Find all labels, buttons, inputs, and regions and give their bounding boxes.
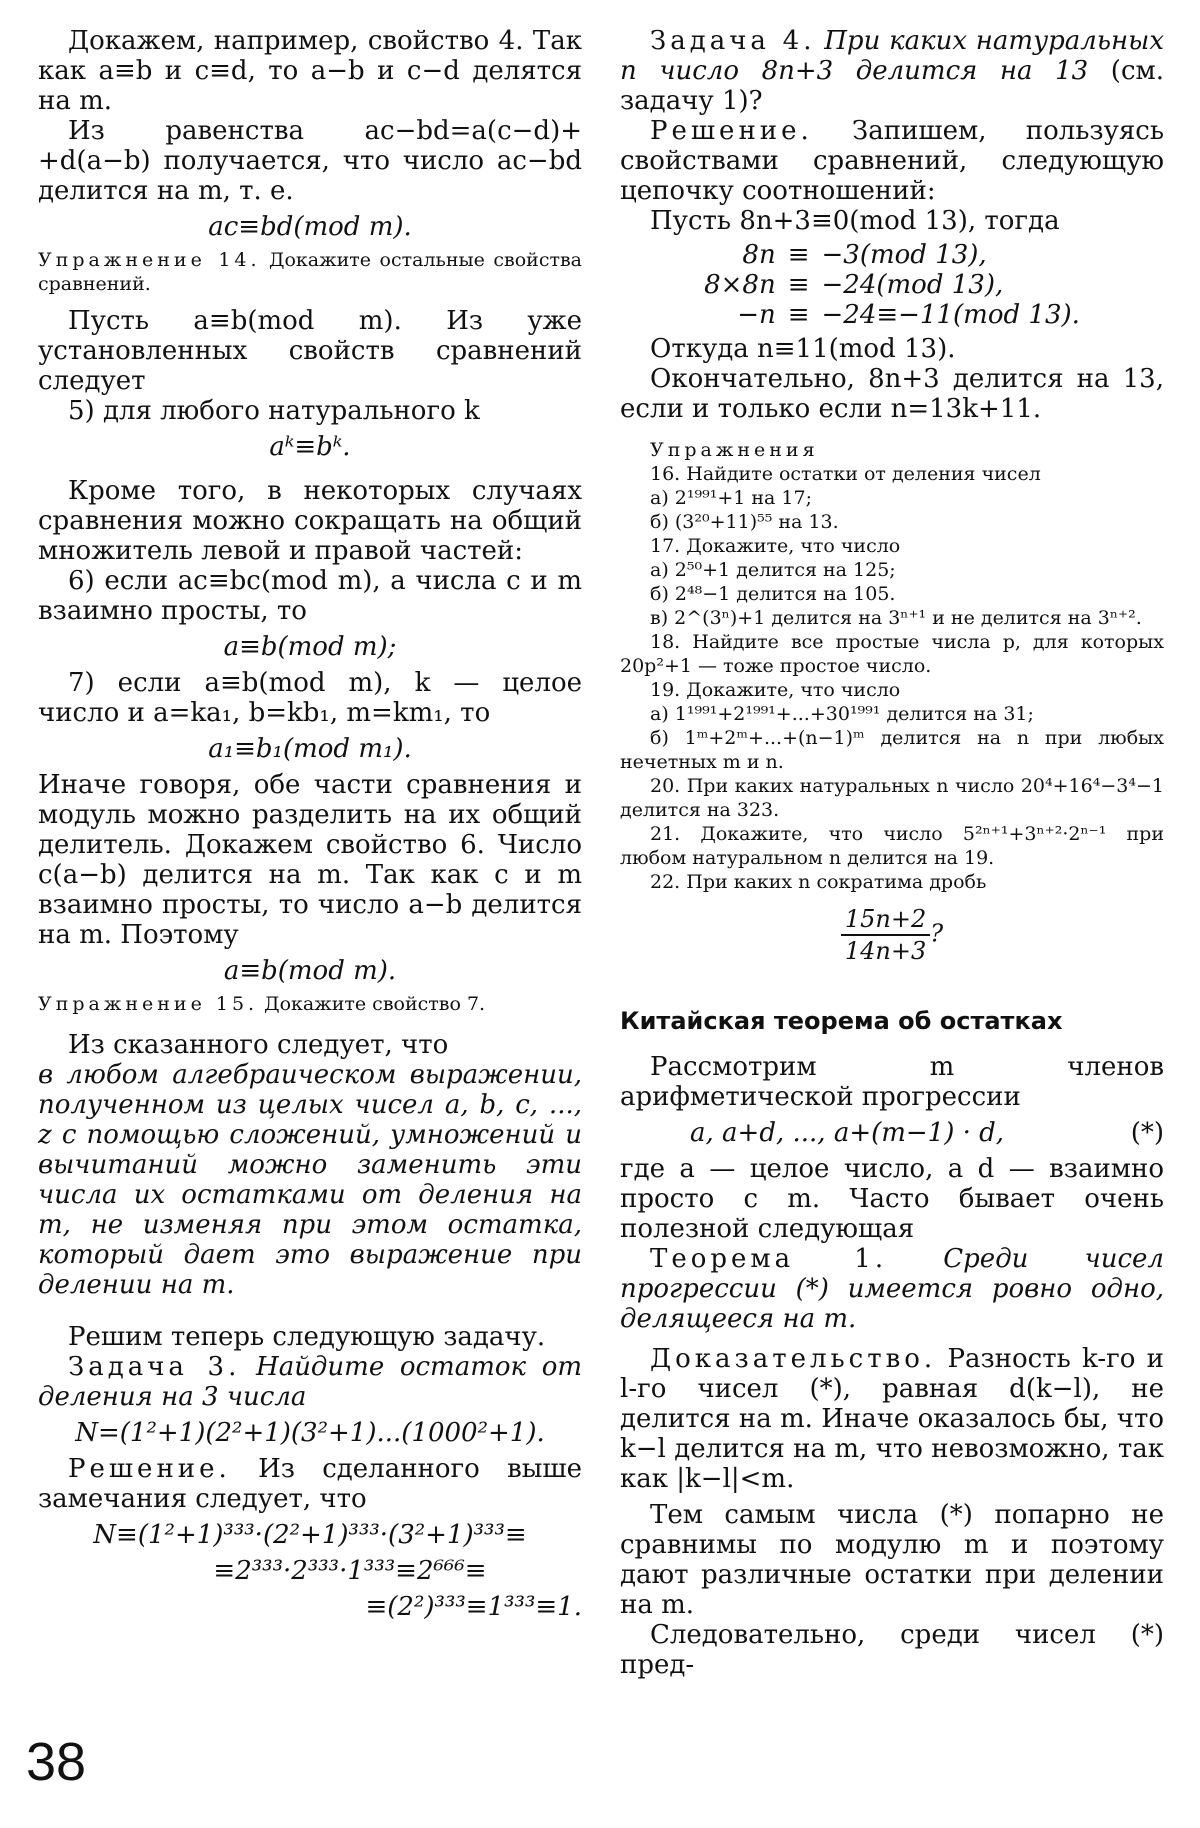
paragraph: Кроме того, в некоторых случаях сравнения можно сокращать на общий множитель левой и правой частей: [38,476,582,566]
proof [620,1344,1164,1494]
equation: aᵏ≡bᵏ. [269,432,351,462]
exercise-item: 20. При каких натуральных n число 20⁴+16⁴−3⁴−1 делится на 323. [620,775,1164,821]
equation: ac≡bd(mod m). [208,212,412,242]
exercise-text: Докажите свойство 7. [264,993,486,1015]
solution [620,116,1164,206]
exercises-block [620,438,1164,894]
exercise-text: Докажите остальные свойства сравнений. [38,249,582,295]
problem-ref: (см. задачу 1)? [620,56,1164,116]
section-heading: Китайская теорема об остатках [620,1007,1063,1035]
exercise-15 [38,992,582,1016]
solution-label: Решение. [68,1454,231,1484]
exercise-item: 21. Докажите, что число 5²ⁿ⁺¹+3ⁿ⁺²·2ⁿ⁻¹ при любом натуральном n делится на 19. [620,823,1164,869]
paragraph: Решим теперь следующую задачу. [68,1322,546,1352]
paragraph: Откуда n≡11(mod 13). [650,334,956,364]
paragraph: Окончательно, 8n+3 делится на 13, если и только если n=13k+11. [620,364,1164,424]
equation-line: ≡(2²)³³³≡1³³³≡1. [365,1592,582,1622]
paragraph: 5) для любого натурального k [68,396,480,426]
paragraph: Следовательно, среди чисел (*) пред- [620,1620,1164,1680]
paragraph: 7) если a≡b(mod m), k — целое число и a=ka₁, b=kb₁, m=km₁, то [38,668,582,728]
exercises-title: Упражнения [650,439,819,461]
fraction-denominator: 14n+3 [844,937,927,965]
chain-rhs: −24(mod 13), [821,270,1004,300]
problem-label: Задача 3. [68,1352,241,1382]
equation-tag: (*) [1130,1118,1164,1148]
equation-line: N≡(1²+1)³³³·(2²+1)³³³·(3²+1)³³³≡ [93,1520,527,1550]
right-column [620,26,1164,1680]
paragraph: Тем самым числа (*) попарно не сравнимы по модулю m и поэтому дают различные остатки при делении на m. [620,1500,1164,1620]
chain-lhs: 8n [742,240,776,270]
problem-text: При каких натуральных n число 8n+3 делится на 13 [620,26,1164,86]
left-column [38,26,582,1628]
paragraph: Пусть a≡b(mod m). Из уже установленных свойств сравнений следует [38,306,582,396]
exercise-item: 18. Найдите все простые числа p, для которых 20p²+1 — тоже простое число. [620,631,1164,677]
problem-4 [620,26,1164,116]
chain-rel: ≡ [787,270,810,300]
theorem-1 [620,1244,1164,1334]
paragraph: Иначе говоря, обе части сравнения и модуль можно разделить на их общий делитель. Докажем свойство 6. Число c(a−b) делится на m. Так как c и m взаимно просты, то число a−b делится на m. Поэтому [38,770,582,950]
exercise-item: б) (3²⁰+11)⁵⁵ на 13. [650,511,839,533]
italic-statement: в любом алгебраическом выражении, полученном из целых чисел a, b, c, ..., z с помощью сложений, умножений и вычитаний можно заменить эти числа их остатками от деления на m, не изменяя при этом остатка, который дает это выражение при делении на m. [38,1060,582,1300]
problem-3 [38,1352,582,1412]
chain-row [698,300,1086,330]
page-number: 38 [26,1732,87,1792]
exercise-item: б) 2⁴⁸−1 делится на 105. [650,583,896,605]
solution-label: Решение. [650,116,813,146]
chain-row [698,270,1086,300]
equation: a≡b(mod m); [223,632,397,662]
chain-rhs: −24≡−11(mod 13). [821,300,1080,330]
paragraph: 6) если ac≡bc(mod m), а числа c и m взаимно просты, то [38,566,582,626]
chain-row [698,240,1086,270]
equation-line: ≡2³³³·2³³³·1³³³≡2⁶⁶⁶≡ [213,1556,487,1586]
exercise-item: а) 1¹⁹⁹¹+2¹⁹⁹¹+...+30¹⁹⁹¹ делится на 31; [650,703,1034,725]
exercise-item: 19. Докажите, что число [650,679,901,701]
chain-rel: ≡ [787,300,810,330]
exercise-item: а) 2⁵⁰+1 делится на 125; [650,559,896,581]
paragraph: где a — целое число, а d — взаимно просто с m. Часто бывает очень полезной следующая [620,1154,1164,1244]
paragraph: Пусть 8n+3≡0(mod 13), тогда [650,206,1060,236]
fraction [841,904,930,966]
exercise-label: Упражнение 15. [38,993,259,1015]
exercise-item: 16. Найдите остатки от деления чисел [650,463,1041,485]
congruence-chain [698,240,1086,330]
equation: a≡b(mod m). [223,956,397,986]
paragraph: Рассмотрим m членов арифметической прогрессии [620,1052,1164,1112]
equation: N=(1²+1)(2²+1)(3²+1)...(1000²+1). [75,1418,545,1448]
exercise-item: в) 2^(3ⁿ)+1 делится на 3ⁿ⁺¹ и не делится на 3ⁿ⁺². [650,607,1142,629]
proof-label: Доказательство. [650,1344,937,1374]
equation: a₁≡b₁(mod m₁). [208,734,412,764]
theorem-text: Среди чисел прогрессии (*) имеется ровно одно, делящееся на m. [620,1244,1164,1334]
proof-text: Разность k-го и l-го чисел (*), равная d(k−l), не делится на m. Иначе оказалось бы, что k−l делится на m, что невозможно, так как |k−l|<m. [620,1344,1164,1494]
paragraph: Докажем, например, свойство 4. Так как a≡b и c≡d, то a−b и c−d делятся на m. [38,26,582,116]
paragraph: Из сказанного следует, что [68,1030,449,1060]
theorem-label: Теорема 1. [650,1244,888,1274]
question-mark: ? [930,919,944,948]
solution [38,1454,582,1514]
exercise-item: б) 1ᵐ+2ᵐ+...+(n−1)ᵐ делится на n при любых нечетных m и n. [620,727,1164,773]
exercise-item: 22. При каких n сократима дробь [650,871,987,893]
solution-text: Из сделанного выше замечания следует, что [38,1454,582,1514]
problem-text: Найдите остаток от деления на 3 числа [38,1352,582,1412]
fraction-expression [620,904,1164,966]
chain-rel: ≡ [787,240,810,270]
solution-text: Запишем, пользуясь свойствами сравнений, следующую цепочку соотношений: [620,116,1164,206]
exercise-item: а) 2¹⁹⁹¹+1 на 17; [650,487,812,509]
equation: a, a+d, ..., a+(m−1) · d, [690,1118,1005,1148]
exercise-item: 17. Докажите, что число [650,535,901,557]
paragraph: Из равенства ac−bd=a(c−d)+ +d(a−b) получается, что число ac−bd делится на m, т. е. [38,116,582,206]
fraction-numerator: 15n+2 [841,904,930,936]
problem-label: Задача 4. [650,26,816,56]
progression-equation [620,1118,1164,1148]
chain-rhs: −3(mod 13), [821,240,987,270]
exercise-label: Упражнение 14. [38,249,261,271]
chain-lhs: 8×8n [704,270,776,300]
chain-lhs: −n [737,300,776,330]
exercise-14 [38,248,582,296]
